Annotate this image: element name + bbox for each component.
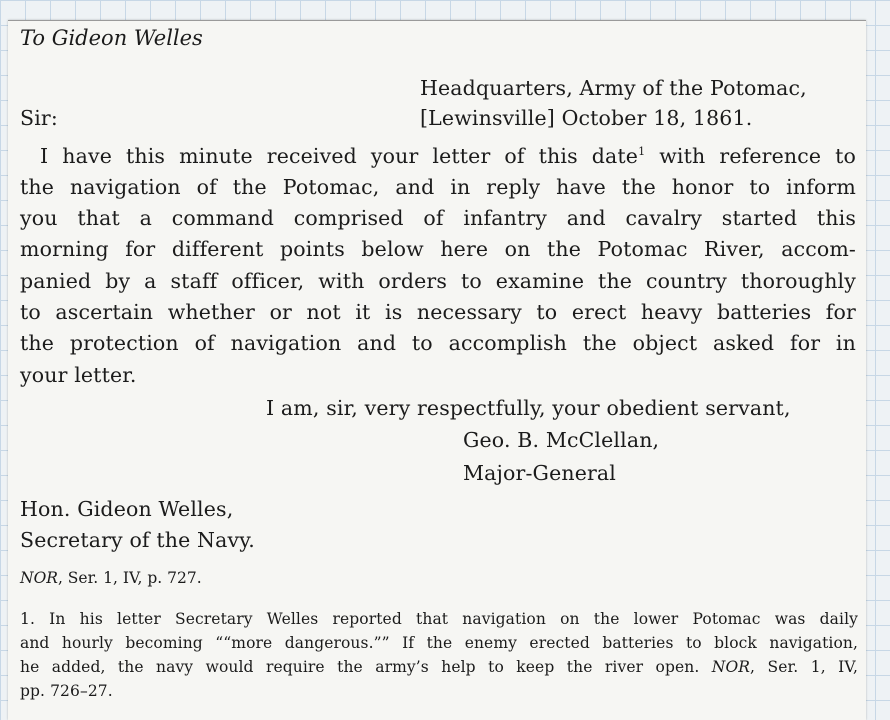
body-line-7: the protection of navigation and to accomplish the object asked for in: [20, 331, 856, 355]
footnote-abbrev: NOR: [711, 658, 751, 676]
body-line-4: morning for different points below here on the Potomac River, accom-: [20, 237, 856, 261]
complimentary-close: I am, sir, very respectfully, your obedient servant,: [266, 396, 791, 420]
document-page: [8, 20, 866, 720]
footnote-marker: 1: [638, 145, 646, 159]
signer-rank: Major-General: [463, 461, 617, 485]
body-line-3: you that a command comprised of infantry and cavalry started this: [20, 206, 856, 230]
dateline-line-2: [Lewinsville] October 18, 1861.: [420, 106, 753, 130]
salutation: Sir:: [20, 106, 58, 130]
footnote-line-3: [20, 658, 858, 676]
source-citation: [20, 569, 202, 587]
footnote-line-1: 1. In his letter Secretary Welles reported that navigation on the lower Potomac was daily: [20, 610, 858, 628]
footnote-line-2: and hourly becoming ““more dangerous.”” If the enemy erected batteries to block navigation,: [20, 634, 858, 652]
body-line-2: the navigation of the Potomac, and in reply have the honor to inform: [20, 175, 856, 199]
body-line-5: panied by a staff officer, with orders to examine the country thoroughly: [20, 269, 856, 293]
addressee-title: Secretary of the Navy.: [20, 528, 255, 552]
signature: Geo. B. McClellan,: [463, 428, 660, 452]
citation-rest: , Ser. 1, IV, p. 727.: [57, 569, 202, 587]
footnote-line-4: pp. 726–27.: [20, 682, 113, 700]
addressee-name: Hon. Gideon Welles,: [20, 497, 234, 521]
footnote-line-3-start: he added, the navy would require the army’s help to keep the river open.: [20, 658, 712, 676]
body-line-1: [40, 144, 856, 168]
letter-heading: To Gideon Welles: [20, 26, 203, 50]
body-line-1-tail: with reference to: [645, 144, 856, 168]
citation-abbrev: NOR: [20, 569, 58, 587]
footnote-line-3-end: , Ser. 1, IV,: [750, 658, 858, 676]
body-line-1-text: I have this minute received your letter of this date: [40, 144, 639, 168]
dateline-line-1: Headquarters, Army of the Potomac,: [420, 76, 807, 100]
body-line-8: your letter.: [20, 363, 137, 387]
body-line-6: to ascertain whether or not it is necessary to erect heavy batteries for: [20, 300, 856, 324]
